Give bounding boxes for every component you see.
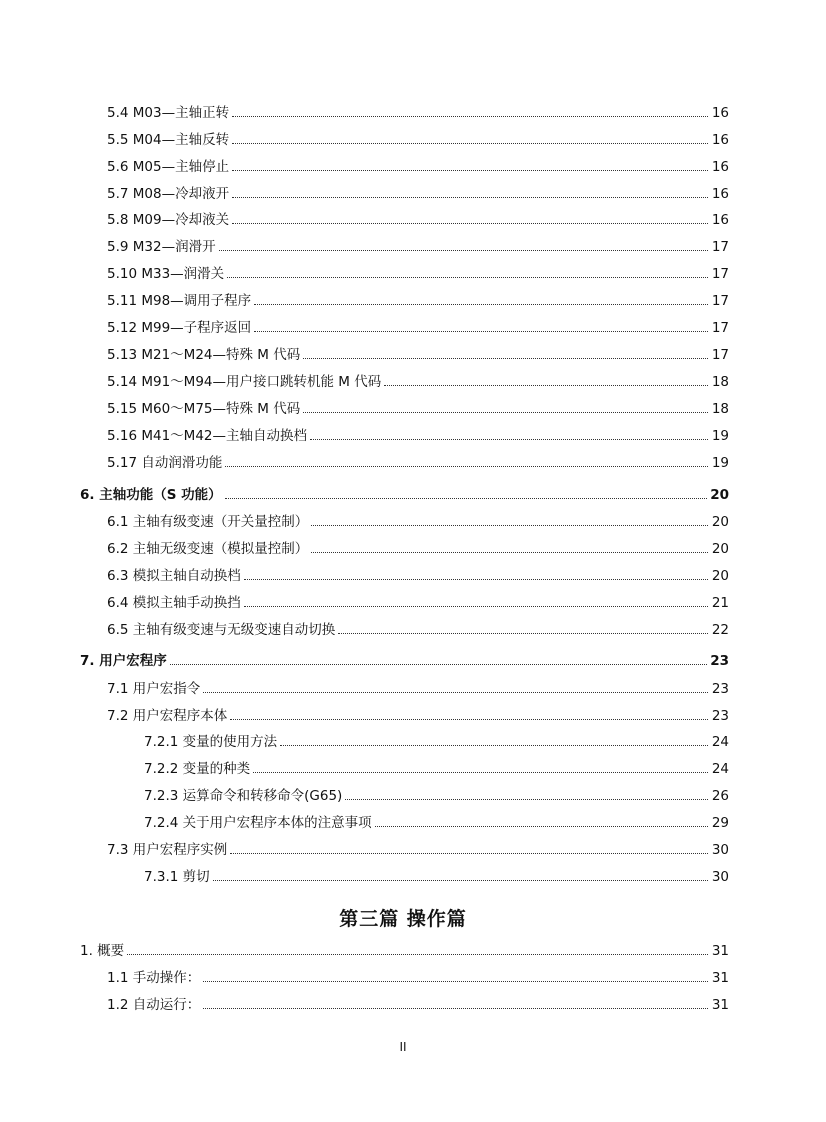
dot-leader bbox=[311, 525, 708, 526]
toc-entry-title: 6.5 主轴有级变速与无级变速自动切换 bbox=[107, 622, 336, 638]
toc-entry[interactable] bbox=[107, 261, 729, 283]
toc-entry-title: 7.2 用户宏程序本体 bbox=[107, 708, 228, 724]
toc-entry-title: 7.2.1 变量的使用方法 bbox=[144, 734, 278, 750]
toc-entry-title: 6.2 主轴无级变速（模拟量控制） bbox=[107, 541, 309, 557]
toc-entry-title: 5.7 M08—冷却液开 bbox=[107, 186, 230, 202]
toc-entry-title: 5.5 M04—主轴反转 bbox=[107, 132, 230, 148]
dot-leader bbox=[227, 277, 708, 278]
dot-leader bbox=[232, 170, 708, 171]
toc-entry-page: 26 bbox=[711, 788, 729, 804]
toc-entry-page: 21 bbox=[711, 595, 729, 611]
toc-entry-title: 7.2.2 变量的种类 bbox=[144, 761, 251, 777]
toc-entry[interactable] bbox=[144, 783, 729, 805]
dot-leader bbox=[384, 385, 708, 386]
toc-entry-title: 5.16 M41～M42—主轴自动换档 bbox=[107, 428, 308, 444]
toc-entry[interactable] bbox=[107, 127, 729, 149]
toc-entry-page: 29 bbox=[711, 815, 729, 831]
toc-entry-page: 20 bbox=[710, 487, 729, 503]
toc-entry-page: 19 bbox=[711, 428, 729, 444]
dot-leader bbox=[219, 250, 708, 251]
dot-leader bbox=[280, 745, 708, 746]
dot-leader bbox=[225, 498, 708, 499]
dot-leader bbox=[253, 772, 708, 773]
toc-entry-page: 18 bbox=[711, 374, 729, 390]
toc-entry-page: 19 bbox=[711, 455, 729, 471]
toc-entry-page: 18 bbox=[711, 401, 729, 417]
toc-entry-title: 5.10 M33—润滑关 bbox=[107, 266, 225, 282]
toc-entry-page: 16 bbox=[711, 186, 729, 202]
toc-entry[interactable] bbox=[144, 864, 729, 886]
toc-entry-title: 5.9 M32—润滑开 bbox=[107, 239, 216, 255]
toc-entry-title: 1. 概要 bbox=[80, 943, 125, 959]
dot-leader bbox=[345, 799, 708, 800]
toc-entry-chapter[interactable] bbox=[80, 938, 729, 960]
dot-leader bbox=[232, 197, 708, 198]
toc-entry-title: 5.6 M05—主轴停止 bbox=[107, 159, 230, 175]
dot-leader bbox=[230, 853, 708, 854]
toc-entry-title: 7. 用户宏程序 bbox=[80, 653, 167, 669]
dot-leader bbox=[244, 579, 708, 580]
toc-entry[interactable] bbox=[107, 837, 729, 859]
dot-leader bbox=[203, 692, 708, 693]
toc-entry[interactable] bbox=[107, 234, 729, 256]
toc-entry-title: 6. 主轴功能（S 功能） bbox=[80, 487, 222, 503]
toc-entry[interactable] bbox=[107, 315, 729, 337]
toc-entry-page: 23 bbox=[711, 681, 729, 697]
dot-leader bbox=[127, 954, 708, 955]
toc-entry-page: 30 bbox=[711, 842, 729, 858]
dot-leader bbox=[213, 880, 708, 881]
toc-entry-title: 5.12 M99—子程序返回 bbox=[107, 320, 252, 336]
toc-entry-title: 1.2 自动运行： bbox=[107, 997, 201, 1013]
toc-entry-title: 7.3 用户宏程序实例 bbox=[107, 842, 228, 858]
toc-entry-title: 5.4 M03—主轴正转 bbox=[107, 105, 230, 121]
toc-entry[interactable] bbox=[107, 617, 729, 639]
dot-leader bbox=[170, 664, 707, 665]
dot-leader bbox=[311, 552, 708, 553]
toc-entry[interactable] bbox=[107, 992, 729, 1014]
toc-entry[interactable] bbox=[144, 729, 729, 751]
toc-entry-page: 20 bbox=[711, 514, 729, 530]
toc-entry[interactable] bbox=[107, 181, 729, 203]
toc-entry-title: 1.1 手动操作： bbox=[107, 970, 201, 986]
dot-leader bbox=[225, 466, 708, 467]
toc-entry-title: 5.13 M21～M24—特殊 M 代码 bbox=[107, 347, 301, 363]
toc-entry-title: 6.1 主轴有级变速（开关量控制） bbox=[107, 514, 309, 530]
dot-leader bbox=[203, 981, 708, 982]
toc-entry[interactable] bbox=[107, 369, 729, 391]
dot-leader bbox=[375, 826, 708, 827]
toc-entry-page: 16 bbox=[711, 159, 729, 175]
toc-entry[interactable] bbox=[107, 423, 729, 445]
toc-entry-page: 24 bbox=[711, 761, 729, 777]
toc-entry-title: 7.2.3 运算命令和转移命令(G65) bbox=[144, 788, 343, 804]
toc-entry[interactable] bbox=[107, 154, 729, 176]
toc-entry[interactable] bbox=[107, 450, 729, 472]
toc-entry-page: 30 bbox=[711, 869, 729, 885]
toc-entry-title: 5.11 M98—调用子程序 bbox=[107, 293, 252, 309]
toc-entry-page: 31 bbox=[711, 970, 729, 986]
toc-entry-page: 31 bbox=[711, 943, 729, 959]
toc-entry-page: 16 bbox=[711, 105, 729, 121]
toc-entry-chapter[interactable] bbox=[80, 648, 729, 670]
toc-entry-title: 7.1 用户宏指令 bbox=[107, 681, 201, 697]
toc-entry[interactable] bbox=[107, 590, 729, 612]
toc-entry[interactable] bbox=[107, 342, 729, 364]
dot-leader bbox=[203, 1008, 708, 1009]
toc-entry-page: 23 bbox=[711, 708, 729, 724]
toc-entry-title: 5.17 自动润滑功能 bbox=[107, 455, 223, 471]
toc-entry[interactable] bbox=[107, 396, 729, 418]
toc-entry[interactable] bbox=[144, 756, 729, 778]
toc-entry[interactable] bbox=[107, 288, 729, 310]
section-heading: 第三篇 操作篇 bbox=[339, 908, 467, 930]
dot-leader bbox=[254, 331, 708, 332]
page-number-footer: II bbox=[399, 1040, 407, 1054]
toc-entry-page: 20 bbox=[711, 568, 729, 584]
toc-entry-page: 17 bbox=[711, 293, 729, 309]
toc-entry[interactable] bbox=[107, 965, 729, 987]
dot-leader bbox=[303, 358, 708, 359]
toc-entry[interactable] bbox=[107, 100, 729, 122]
toc-entry-page: 22 bbox=[711, 622, 729, 638]
dot-leader bbox=[232, 143, 708, 144]
toc-entry-title: 5.14 M91～M94—用户接口跳转机能 M 代码 bbox=[107, 374, 382, 390]
toc-entry[interactable] bbox=[107, 676, 729, 698]
dot-leader bbox=[230, 719, 708, 720]
toc-entry-title: 7.3.1 剪切 bbox=[144, 869, 210, 885]
toc-entry[interactable] bbox=[107, 536, 729, 558]
toc-entry-title: 5.15 M60～M75—特殊 M 代码 bbox=[107, 401, 301, 417]
toc-entry-page: 23 bbox=[710, 653, 729, 669]
dot-leader bbox=[244, 606, 708, 607]
toc-entry-page: 24 bbox=[711, 734, 729, 750]
toc-entry-page: 20 bbox=[711, 541, 729, 557]
dot-leader bbox=[254, 304, 708, 305]
toc-entry-title: 6.4 模拟主轴手动换挡 bbox=[107, 595, 241, 611]
toc-entry-page: 16 bbox=[711, 212, 729, 228]
dot-leader bbox=[303, 412, 708, 413]
toc-entry[interactable] bbox=[107, 207, 729, 229]
toc-entry-page: 16 bbox=[711, 132, 729, 148]
toc-entry-page: 17 bbox=[711, 320, 729, 336]
toc-entry-chapter[interactable] bbox=[80, 482, 729, 504]
toc-entry[interactable] bbox=[107, 563, 729, 585]
toc-entry-title: 7.2.4 关于用户宏程序本体的注意事项 bbox=[144, 815, 372, 831]
dot-leader bbox=[310, 439, 708, 440]
toc-entry[interactable] bbox=[107, 703, 729, 725]
toc-entry-page: 31 bbox=[711, 997, 729, 1013]
toc-entry-page: 17 bbox=[711, 347, 729, 363]
dot-leader bbox=[338, 633, 708, 634]
toc-entry-title: 6.3 模拟主轴自动换档 bbox=[107, 568, 241, 584]
toc-entry-page: 17 bbox=[711, 239, 729, 255]
toc-entry[interactable] bbox=[144, 810, 729, 832]
toc-entry[interactable] bbox=[107, 509, 729, 531]
toc-entry-page: 17 bbox=[711, 266, 729, 282]
dot-leader bbox=[232, 223, 708, 224]
dot-leader bbox=[232, 116, 708, 117]
toc-entry-title: 5.8 M09—冷却液关 bbox=[107, 212, 230, 228]
